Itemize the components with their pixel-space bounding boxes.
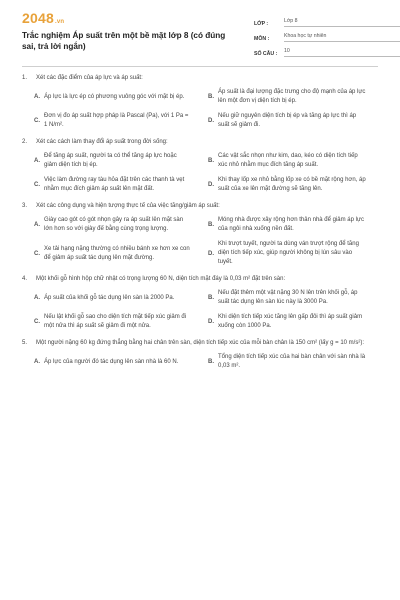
option-letter: A. [34,359,40,365]
question-text: Xét các công dụng và hiện tượng thực tế của việc tăng/giảm áp suất: [36,203,220,209]
option-row [22,289,378,307]
mon-value: Khoa học tự nhiên [284,33,400,42]
logo-suffix: .vn [54,19,65,25]
option-row [22,176,378,194]
option-text: Khi thay lốp xe nhỏ bằng lốp xe có bề mặt rộng hơn, áp suất của xe lên mặt đường sẽ tăng lên. [218,177,366,192]
option-letter: A. [34,94,40,100]
lop-value: Lớp 8 [284,18,400,27]
option-letter: A. [34,222,40,228]
meta-row-socau [254,42,400,57]
question-5 [22,339,378,371]
option-text: Giày cao gót có gót nhọn gây ra áp suất lên mặt sàn lớn hơn so với giày đế bằng cùng trọng lượng. [44,217,184,232]
lop-label: LỚP : [254,21,269,27]
option-row [22,152,378,170]
option-b[interactable] [200,152,378,170]
logo-main: 2048 [22,10,54,26]
option-row [22,353,378,371]
question-4 [22,275,378,331]
socau-value: 10 [284,48,400,57]
question-title [22,138,378,147]
option-row [22,216,378,234]
question-number: 1. [22,75,28,81]
option-a[interactable] [22,216,200,234]
site-logo[interactable] [22,10,64,26]
option-letter: B. [208,222,214,228]
worksheet-title: Trắc nghiệm Áp suất trên một bề mặt lớp 8 (có đúng sai, trả lời ngắn) [22,31,226,51]
option-letter: B. [208,158,214,164]
option-text: Khi diện tích tiếp xúc tăng lên gấp đôi thì áp suất giảm xuống còn 1000 Pa. [218,314,363,329]
option-text: Nếu lật khối gỗ sao cho diện tích mặt tiếp xúc giảm đi một nửa thì áp suất sẽ giảm đi một nửa. [44,314,187,329]
option-letter: C. [34,250,40,257]
option-row [22,112,378,130]
worksheet-meta [254,12,400,57]
question-3 [22,202,378,267]
question-title [22,74,378,83]
question-2 [22,138,378,194]
option-letter: C. [34,118,40,124]
option-c[interactable] [22,313,200,331]
question-text: Xét các cách làm thay đổi áp suất trong đời sống: [36,139,168,145]
option-row [22,313,378,331]
option-text: Các vật sắc nhọn như kim, dao, kéo có diện tích tiếp xúc nhỏ nhằm mục đích tăng áp suất. [218,153,358,168]
question-number: 3. [22,203,28,209]
option-row [22,88,378,106]
option-text: Khi trượt tuyết, người ta dùng ván trượt rộng để tăng diện tích tiếp xúc, giúp người không bị lún sâu vào tuyết. [218,241,359,265]
option-d[interactable] [200,176,378,194]
question-list [22,74,378,379]
option-a[interactable] [22,88,200,106]
option-text: Móng nhà được xây rộng hơn thân nhà để giảm áp lực của ngôi nhà xuống nền đất. [218,217,364,232]
mon-label: MÔN : [254,36,270,42]
question-number: 4. [22,276,28,282]
question-text: Một người nặng 60 kg đứng thẳng bằng hai chân trên sàn, diện tích tiếp xúc của mỗi bàn chân là 150 cm² (lấy g = 10 m/s²): [36,340,364,346]
option-text: Nếu giữ nguyên diện tích bị ép và tăng áp lực thì áp suất sẽ giảm đi. [218,113,357,128]
option-text: Việc làm đường ray tàu hỏa đặt trên các thanh tà vẹt nhằm mục đích giảm áp suất lên mặt đất. [44,177,185,192]
option-b[interactable] [200,88,378,106]
option-letter: D. [208,319,214,325]
option-letter: C. [34,182,40,188]
option-c[interactable] [22,240,200,267]
meta-row-lop [254,12,400,27]
question-title [22,339,378,348]
option-letter: D. [208,182,214,188]
option-letter: B. [208,94,214,100]
option-letter: D. [208,250,214,257]
option-b[interactable] [200,353,378,371]
option-a[interactable] [22,353,200,371]
option-text: Áp suất của khối gỗ tác dụng lên sàn là 2000 Pa. [44,294,175,301]
option-c[interactable] [22,176,200,194]
worksheet-header [22,0,378,67]
option-a[interactable] [22,289,200,307]
option-letter: B. [208,295,214,301]
question-number: 2. [22,139,28,145]
question-number: 5. [22,340,28,346]
option-a[interactable] [22,152,200,170]
option-letter: B. [208,359,214,365]
option-text: Để tăng áp suất, người ta có thể tăng áp lực hoặc giảm diện tích bị ép. [44,153,177,168]
option-text: Tổng diện tích tiếp xúc của hai bàn chân với sàn nhà là 0,03 m². [218,354,366,369]
question-title [22,275,378,284]
option-text: Nếu đặt thêm một vật nặng 30 N lên trên khối gỗ, áp suất tác dụng lên sàn lúc này là 3000 Pa. [218,290,358,305]
option-text: Áp lực của người đó tác dụng lên sàn nhà là 60 N. [44,358,179,365]
socau-label: SỐ CÂU : [254,51,278,57]
option-text: Áp lực là lực ép có phương vuông góc với mặt bị ép. [44,93,185,100]
option-c[interactable] [22,112,200,130]
option-letter: C. [34,319,40,325]
option-text: Áp suất là đại lượng đặc trưng cho độ mạnh của áp lực lên một đơn vị diện tích bị ép. [218,89,366,104]
option-letter: D. [208,118,214,124]
meta-row-mon [254,27,400,42]
option-text: Đơn vị đo áp suất hợp pháp là Pascal (Pa), với 1 Pa = 1 N/m². [44,113,189,128]
question-1 [22,74,378,130]
option-d[interactable] [200,313,378,331]
option-letter: A. [34,295,40,301]
option-row [22,240,378,267]
option-text: Xe tải hạng nặng thường có nhiều bánh xe hơn xe con để giảm áp suất tác dụng lên mặt đường. [44,245,190,261]
option-letter: A. [34,158,40,164]
option-b[interactable] [200,289,378,307]
option-b[interactable] [200,216,378,234]
option-d[interactable] [200,112,378,130]
question-title [22,202,378,211]
question-text: Một khối gỗ hình hộp chữ nhật có trọng lượng 60 N, diện tích mặt đáy là 0,03 m² đặt trên sàn: [36,276,286,282]
question-text: Xét các đặc điểm của áp lực và áp suất: [36,75,143,81]
option-d[interactable] [200,240,378,267]
